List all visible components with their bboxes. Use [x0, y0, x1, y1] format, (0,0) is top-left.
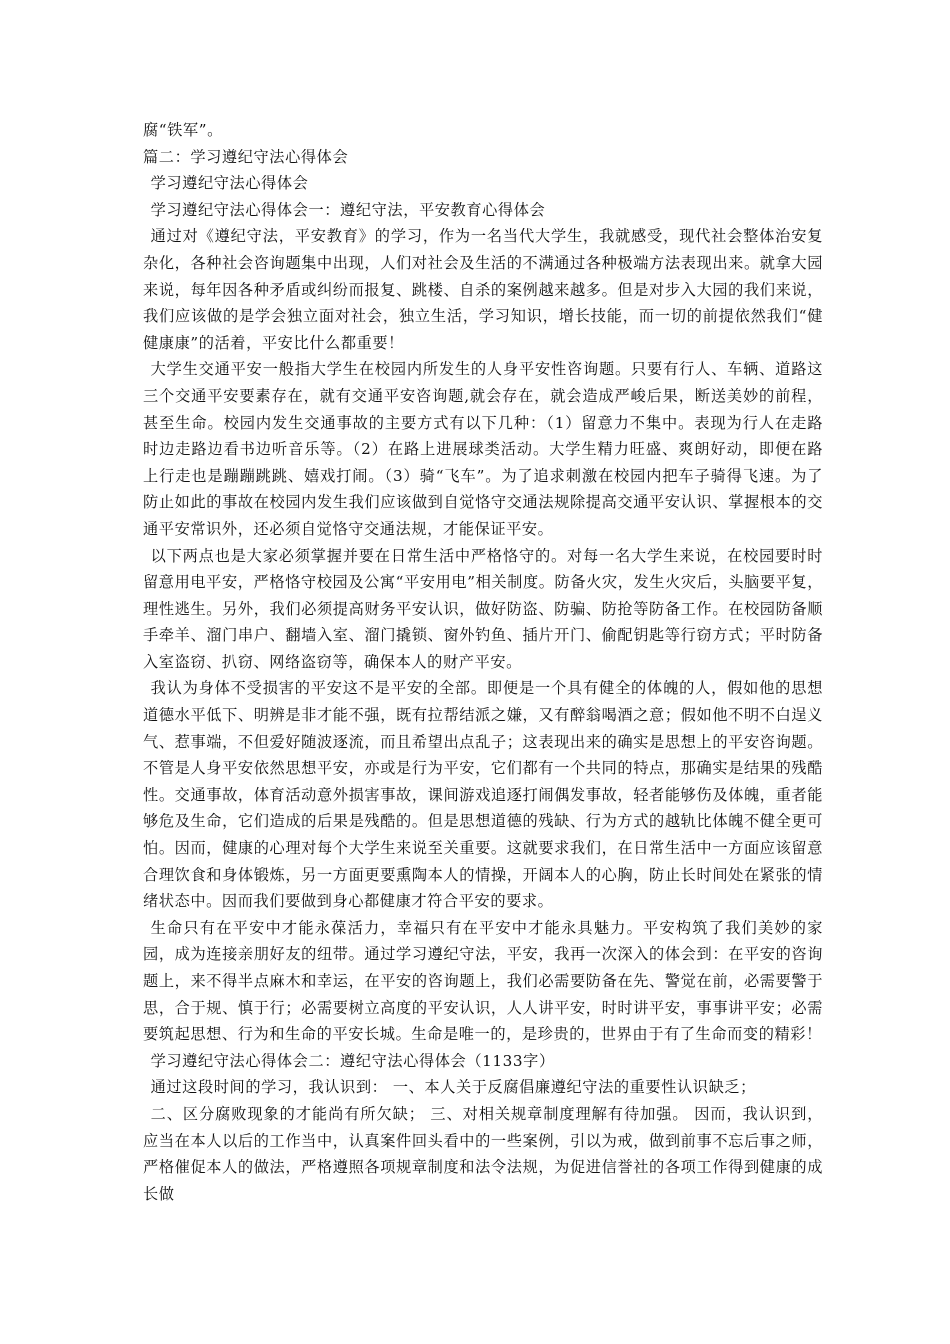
section-heading: 篇二：学习遵纪守法心得体会: [143, 147, 349, 166]
essay-two-title: 学习遵纪守法心得体会二：遵纪守法心得体会（1133字）: [150, 1051, 555, 1070]
paragraph-1: 通过对《遵纪守法，平安教育》的学习，作为一名当代大学生，我就感受，现代社会整体治安复杂化，各种社会咨询题集中出现，人们对社会及生活的不满通过各种极端方法表现出来。就拿大园来说，每年因各种矛盾或纠纷而报复、跳楼、自杀的案例越来越多。但是对步入大园的我们来说，我们应该做的是学会独立面对社会，独立生活，学习知识，增长技能，而一切的前提依然我们“健健康康”的活着，平安比什么都重要！: [143, 227, 823, 352]
paragraph-3: 以下两点也是大家必须掌握并要在日常生活中严格恪守的。对每一名大学生来说，在校园要时时留意用电平安，严格恪守校园及公寓“平安用电”相关制度。防备火灾，发生火灾后，头脑要平复，理性逃生。另外，我们必须提高财务平安认识，做好防盗、防骗、防抢等防备工作。在校园防备顺手牵羊、溜门串户、翻墙入室、溜门撬锁、窗外钓鱼、插片开门、偷配钥匙等行窃方式；平时防备入室盗窃、扒窃、网络盗窃等，确保本人的财产平安。: [143, 546, 823, 671]
document-page: [143, 117, 823, 1207]
paragraph-5: 生命只有在平安中才能永葆活力，幸福只有在平安中才能永具魅力。平安构筑了我们美妙的家园，成为连接亲朋好友的纽带。通过学习遵纪守法，平安，我再一次深入的体会到：在平安的咨询题上，来不得半点麻木和幸运，在平安的咨询题上，我们必需要防备在先、警觉在前，必需要警于思，合于规、慎于行；必需要树立高度的平安认识，人人讲平安，时时讲平安，事事讲平安；必需要筑起思想、行为和生命的平安长城。生命是唯一的，是珍贵的，世界由于有了生命而变的精彩！: [143, 918, 823, 1044]
paragraph-7: 二、区分腐败现象的才能尚有所欠缺； 三、对相关规章制度理解有待加强。 因而，我认识到，应当在本人以后的工作当中，认真案件回头看中的一些案例，引以为戒，做到前事不忘后事之师，严格催促本人的做法，严格遵照各项规章制度和法令法规，为促进信誉社的各项工作得到健康的成长做: [143, 1104, 823, 1203]
continuation-line: 腐“铁军”。: [143, 121, 223, 139]
essay-one-title: 学习遵纪守法心得体会一：遵纪守法，平安教育心得体会: [150, 200, 546, 219]
section-subtitle: 学习遵纪守法心得体会: [150, 174, 309, 193]
paragraph-4: 我认为身体不受损害的平安这不是平安的全部。即便是一个具有健全的体魄的人，假如他的思想道德水平低下、明辨是非才能不强，既有拉帮结派之嫌，又有醉翁喝酒之意；假如他不明不白逞义气、惹事端，不但爱好随波逐流，而且希望出点乱子；这表现出来的确实是思想上的平安咨询题。不管是人身平安依然思想平安，亦或是行为平安，它们都有一个共同的特点，那确实是结果的残酷性。交通事故，体育活动意外损害事故，课间游戏追逐打闹偶发事故，轻者能够伤及体魄，重者能够危及生命，它们造成的后果是残酷的。但是思想道德的残缺、行为方式的越轨比体魄不健全更可怕。因而，健康的心理对每个大学生来说至关重要。这就要求我们，在日常生活中一方面应该留意合理饮食和身体锻炼，另一方面更要熏陶本人的情操，开阔本人的心胸，防止长时间处在紧张的情绪状态中。因而我们要做到身心都健康才符合平安的要求。: [143, 679, 823, 911]
paragraph-2: 大学生交通平安一般指大学生在校园内所发生的人身平安性咨询题。只要有行人、车辆、道路这三个交通平安要素存在，就有交通平安咨询题,就会存在，就会造成严峻后果，断送美妙的前程，甚至生命。校园内发生交通事故的主要方式有以下几种：（1）留意力不集中。表现为行人在走路时边走路边看书边听音乐等。（2）在路上进展球类活动。大学生精力旺盛、爽朗好动，即便在路上行走也是蹦蹦跳跳、嬉戏打闹。（3）骑“飞车”。为了追求刺激在校园内把车子骑得飞速。为了防止如此的事故在校园内发生我们应该做到自觉恪守交通法规除提高交通平安认识、掌握根本的交通平安常识外，还必须自觉恪守交通法规，才能保证平安。: [143, 360, 823, 538]
paragraph-6: 通过这段时间的学习，我认识到： 一、本人关于反腐倡廉遵纪守法的重要性认识缺乏；: [150, 1078, 756, 1097]
